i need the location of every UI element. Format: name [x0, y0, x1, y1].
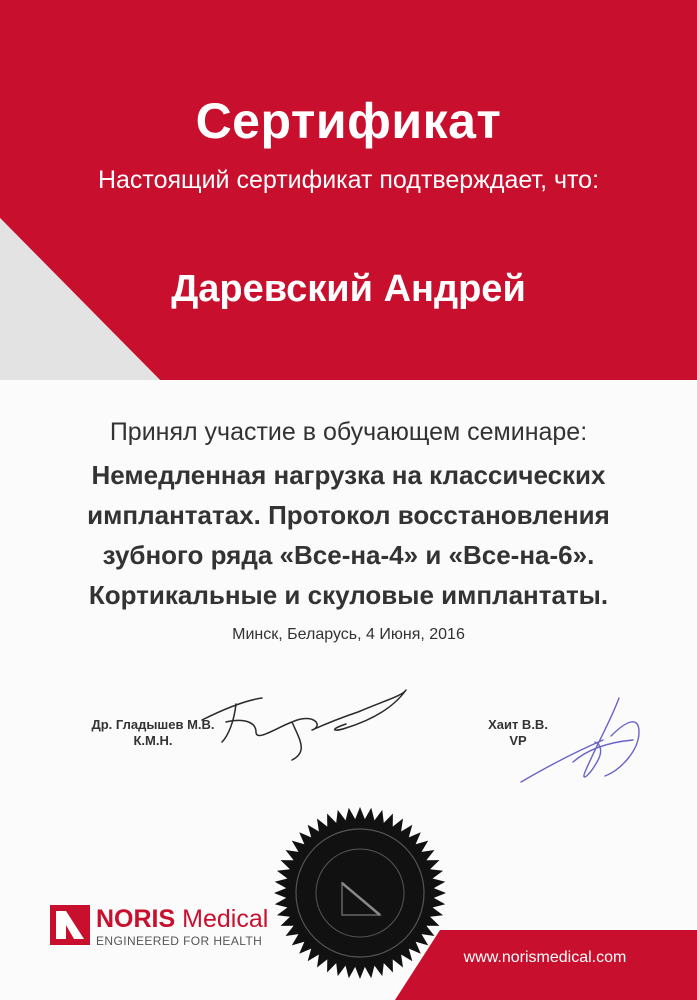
brand-tagline: ENGINEERED FOR HEALTH [96, 934, 263, 948]
seminar-title-line: зубного ряда «Все-на-4» и «Все-на-6». [102, 540, 595, 570]
seal-icon [272, 805, 448, 981]
signer-name: Др. Гладышев М.В. [91, 717, 215, 732]
certificate-subtitle: Настоящий сертификат подтверждает, что: [97, 166, 600, 194]
recipient-name: Даревский Андрей [171, 268, 526, 310]
seminar-title-line: Немедленная нагрузка на классических [91, 460, 606, 490]
brand-name: NORIS Medical [96, 905, 269, 933]
seminar-title-line: Кортикальные и скуловые имплантаты. [88, 580, 609, 610]
participation-text: Принял участие в обучающем семинаре: [109, 418, 588, 446]
certificate-title: Сертификат [195, 93, 502, 149]
seal-starburst [274, 807, 446, 979]
website-link[interactable]: www.norismedical.com [463, 949, 627, 966]
seminar-title [0, 455, 697, 615]
signature-right [515, 692, 655, 787]
signer-title: VP [509, 733, 527, 748]
place-date: Минск, Беларусь, 4 Июня, 2016 [232, 626, 465, 643]
signer-title: К.М.Н. [133, 733, 173, 748]
noris-logo-icon [50, 905, 90, 945]
seminar-title-line: имплантатах. Протокол восстановления [87, 500, 610, 530]
signature-left [196, 682, 411, 767]
signer-name: Хаит В.В. [488, 717, 548, 732]
